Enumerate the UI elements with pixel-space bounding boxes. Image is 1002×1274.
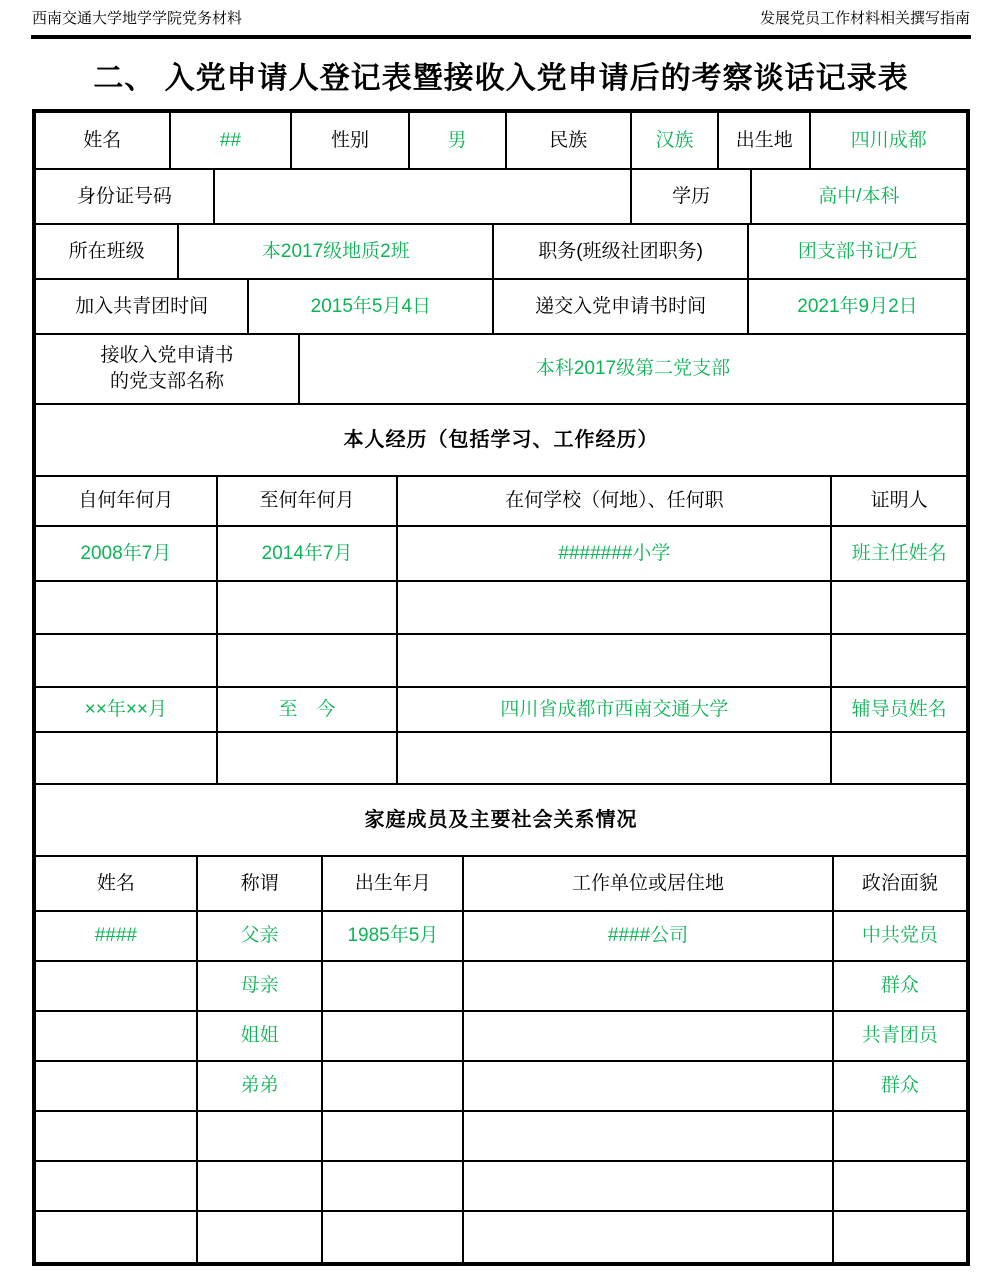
family-cell	[196, 1212, 322, 1262]
experience-section-title: 本人经历（包括学习、工作经历）	[343, 428, 659, 451]
family-row	[36, 1010, 966, 1060]
position-label: 职务(班级社团职务)	[492, 225, 747, 278]
branch-label	[36, 335, 298, 403]
experience-cell	[830, 733, 966, 783]
family-cell	[462, 1012, 831, 1060]
league-date-label: 加入共青团时间	[75, 295, 209, 317]
family-cell	[832, 1112, 966, 1160]
family-cell: 母亲	[196, 962, 322, 1010]
gender-value: 男	[408, 113, 505, 168]
family-cell	[321, 1212, 462, 1262]
family-row	[36, 1110, 966, 1160]
family-cell: 姐姐	[196, 1012, 322, 1060]
family-cell	[36, 1112, 196, 1160]
family-cell: 父亲	[196, 912, 322, 960]
experience-cell: 2008年7月	[80, 542, 172, 564]
experience-cell	[216, 582, 397, 633]
application-date-value: 2021年9月2日	[747, 280, 966, 333]
experience-header-witness: 证明人	[830, 477, 966, 525]
experience-row	[36, 580, 966, 633]
experience-header-from: 自何年何月	[78, 490, 174, 512]
family-header-workplace: 工作单位或居住地	[462, 857, 831, 910]
page-title: 二、 入党申请人登记表暨接收入党申请后的考察谈话记录表	[93, 62, 909, 95]
family-section-title: 家庭成员及主要社会关系情况	[364, 808, 638, 831]
family-cell	[196, 1112, 322, 1160]
family-cell	[462, 962, 831, 1010]
birthplace-label: 出生地	[717, 113, 809, 168]
name-label: 姓名	[83, 129, 122, 151]
experience-header-row	[36, 475, 966, 525]
experience-row	[36, 525, 966, 580]
family-cell: 群众	[832, 962, 966, 1010]
experience-cell: 班主任姓名	[830, 527, 966, 580]
row-basic-1	[36, 113, 966, 168]
family-row	[36, 1160, 966, 1210]
experience-cell: ××年××月	[84, 698, 168, 720]
family-cell	[36, 962, 196, 1010]
row-branch	[36, 333, 966, 403]
row-basic-2	[36, 168, 966, 223]
family-cell	[832, 1212, 966, 1262]
family-header-name: 姓名	[96, 872, 135, 894]
family-cell	[196, 1162, 322, 1210]
experience-cell	[36, 733, 216, 783]
birthplace-value: 四川成都	[809, 113, 966, 168]
family-cell: 1985年5月	[321, 912, 462, 960]
page-header-right: 发展党员工作材料相关撰写指南	[759, 11, 970, 27]
family-cell	[36, 1012, 196, 1060]
experience-cell	[216, 635, 397, 686]
family-cell	[321, 962, 462, 1010]
registration-table	[32, 109, 970, 1266]
experience-row	[36, 633, 966, 686]
family-cell: ####	[94, 925, 137, 947]
experience-row	[36, 731, 966, 783]
experience-cell	[36, 582, 216, 633]
family-row	[36, 960, 966, 1010]
id-value	[213, 170, 631, 223]
experience-cell	[396, 733, 830, 783]
family-header-row	[36, 855, 966, 910]
branch-value: 本科2017级第二党支部	[298, 335, 966, 403]
experience-cell: 辅导员姓名	[830, 688, 966, 731]
class-value: 本2017级地质2班	[177, 225, 492, 278]
family-cell	[462, 1112, 831, 1160]
page-header	[0, 0, 1002, 29]
experience-cell	[396, 635, 830, 686]
application-date-label: 递交入党申请书时间	[492, 280, 747, 333]
branch-label-line2: 的党支部名称	[109, 371, 224, 392]
experience-row	[36, 686, 966, 731]
name-value: ##	[169, 113, 291, 168]
experience-cell	[216, 733, 397, 783]
family-row	[36, 910, 966, 960]
education-label: 学历	[630, 170, 749, 223]
family-cell: 中共党员	[832, 912, 966, 960]
family-cell	[321, 1112, 462, 1160]
branch-label-line1: 接收入党申请书	[100, 345, 234, 367]
family-cell	[462, 1062, 831, 1110]
header-rule	[31, 35, 971, 39]
experience-cell: 至 今	[216, 688, 397, 731]
family-cell: ####公司	[462, 912, 831, 960]
class-label: 所在班级	[68, 240, 145, 262]
position-value: 团支部书记/无	[747, 225, 966, 278]
experience-cell: 2014年7月	[216, 527, 397, 580]
family-cell: 弟弟	[196, 1062, 322, 1110]
family-section-row	[36, 783, 966, 855]
family-header-relation: 称谓	[196, 857, 322, 910]
experience-cell: 四川省成都市西南交通大学	[396, 688, 830, 731]
experience-header-to: 至何年何月	[216, 477, 397, 525]
page-header-left: 西南交通大学地学学院党务材料	[32, 11, 243, 27]
family-cell	[321, 1062, 462, 1110]
gender-label: 性别	[290, 113, 407, 168]
family-cell	[321, 1012, 462, 1060]
family-cell	[462, 1212, 831, 1262]
experience-cell	[830, 582, 966, 633]
experience-cell: #######小学	[396, 527, 830, 580]
experience-cell	[396, 582, 830, 633]
row-basic-4	[36, 278, 966, 333]
row-basic-3	[36, 223, 966, 278]
id-label: 身份证号码	[76, 185, 172, 207]
experience-cell	[36, 635, 216, 686]
family-header-politics: 政治面貌	[832, 857, 966, 910]
ethnicity-value: 汉族	[630, 113, 717, 168]
family-cell: 群众	[832, 1062, 966, 1110]
experience-section-row	[36, 403, 966, 475]
experience-header-school: 在何学校（何地）、任何职	[396, 477, 830, 525]
family-cell	[36, 1212, 196, 1262]
family-cell	[36, 1162, 196, 1210]
family-row	[36, 1060, 966, 1110]
family-header-birthdate: 出生年月	[321, 857, 462, 910]
family-cell: 共青团员	[832, 1012, 966, 1060]
experience-cell	[830, 635, 966, 686]
family-row	[36, 1210, 966, 1262]
league-date-value: 2015年5月4日	[247, 280, 492, 333]
ethnicity-label: 民族	[505, 113, 630, 168]
education-value: 高中/本科	[750, 170, 966, 223]
family-cell	[832, 1162, 966, 1210]
family-cell	[321, 1162, 462, 1210]
family-cell	[36, 1062, 196, 1110]
family-cell	[462, 1162, 831, 1210]
